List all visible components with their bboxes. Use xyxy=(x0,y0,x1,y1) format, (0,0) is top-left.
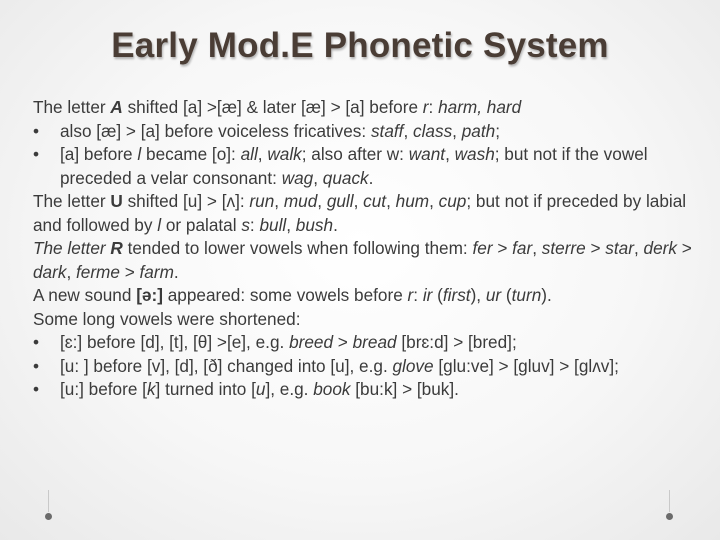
text-run: , xyxy=(274,191,284,211)
text-run: , xyxy=(429,191,439,211)
text-run: ). xyxy=(541,285,552,305)
bullet-item xyxy=(33,120,698,144)
text-run: r xyxy=(422,97,429,117)
text-run: sterre xyxy=(541,238,586,258)
text-run: , xyxy=(66,261,76,282)
text-run: > xyxy=(492,238,513,258)
text-run: > xyxy=(676,238,692,258)
text-run: cut xyxy=(363,191,387,211)
bullet-item xyxy=(33,355,698,379)
text-run: [ə:] xyxy=(136,285,163,305)
text-run: [u: ] before [v], [d], [ð] changed into [u], e.g. xyxy=(60,355,393,376)
text-run: , xyxy=(445,144,455,164)
body-paragraph xyxy=(33,284,698,308)
text-run: s xyxy=(241,214,250,235)
text-run: ( xyxy=(432,285,443,305)
text-run: ], e.g. xyxy=(265,379,314,399)
text-run: hum xyxy=(395,191,430,211)
text-run: The letter xyxy=(33,191,111,211)
text-run: gull xyxy=(326,191,354,211)
text-run: wash xyxy=(454,144,495,164)
text-run: , xyxy=(452,120,462,141)
left-decor-dot xyxy=(45,513,52,520)
text-run: bread xyxy=(352,332,397,352)
text-run: want xyxy=(408,144,446,164)
text-run: dark xyxy=(33,261,67,282)
bullet-item xyxy=(33,143,698,190)
text-run: harm, hard xyxy=(438,97,522,117)
text-run: [bu:k] > [buk]. xyxy=(350,379,459,399)
text-run: book xyxy=(313,379,351,399)
text-run: : xyxy=(249,214,260,235)
text-run: , xyxy=(633,238,644,258)
text-run: cup xyxy=(438,191,467,211)
text-run: shifted [a] >[æ] & later [æ] > [a] before xyxy=(122,97,423,117)
slide-body xyxy=(33,96,698,402)
text-run: bush xyxy=(295,214,334,235)
text-run: all xyxy=(240,144,258,164)
text-run: [u:] before [ xyxy=(60,379,147,399)
text-run: : xyxy=(413,285,423,305)
text-run: ; also after w: xyxy=(301,144,409,164)
text-run: > xyxy=(585,238,606,258)
text-run: . xyxy=(173,261,179,282)
text-run: l xyxy=(157,214,162,235)
text-run: staff xyxy=(370,120,404,141)
text-run: quack xyxy=(322,167,369,188)
text-run: derk xyxy=(643,238,677,258)
text-run: also [æ] > [a] before voiceless fricatives: xyxy=(60,120,371,141)
text-run: tended to lower vowels when following them: xyxy=(122,238,473,258)
right-decor-dot xyxy=(666,513,673,520)
text-run: A new sound xyxy=(33,285,137,305)
text-run: ; but not if the vowel preceded a velar consonant: xyxy=(60,144,648,188)
text-run: ] turned into [ xyxy=(155,379,256,399)
text-run: u xyxy=(255,379,266,399)
text-run: , xyxy=(386,191,396,211)
text-run: fer xyxy=(472,238,493,258)
text-run: ), xyxy=(470,285,486,305)
bullet-item xyxy=(33,378,698,402)
text-run: ferme xyxy=(76,261,120,282)
text-run: [a] before xyxy=(60,144,138,164)
text-run: ur xyxy=(485,285,502,305)
text-run: U xyxy=(110,191,123,211)
text-run: or palatal xyxy=(161,214,242,235)
text-run: appeared: some vowels before xyxy=(162,285,408,305)
text-run: The letter xyxy=(33,97,111,117)
text-run: , xyxy=(403,120,413,141)
text-run: mud xyxy=(283,191,318,211)
text-run: , xyxy=(257,144,268,164)
text-run: shifted [u] > [ʌ]: xyxy=(122,191,250,211)
text-run: Some long vowels were shortened: xyxy=(33,308,301,329)
text-run: A xyxy=(110,97,123,117)
text-run: R xyxy=(110,238,123,258)
text-run: class xyxy=(413,120,453,141)
text-run: , xyxy=(353,191,364,211)
text-run: wag xyxy=(281,167,314,188)
text-run: , xyxy=(532,238,542,258)
text-run: breed xyxy=(289,332,334,352)
text-run: . xyxy=(333,214,338,235)
text-run: k xyxy=(146,379,156,399)
body-paragraph xyxy=(33,237,698,284)
text-run: run xyxy=(249,191,275,211)
text-run: r xyxy=(407,285,414,305)
body-paragraph xyxy=(33,190,698,237)
text-run: > xyxy=(119,261,140,282)
text-run: : xyxy=(428,97,439,117)
text-run: became [o]: xyxy=(141,144,241,164)
text-run: l xyxy=(137,144,142,164)
text-run: . xyxy=(368,167,374,188)
body-paragraph xyxy=(33,308,698,332)
bullet-item xyxy=(33,331,698,355)
slide-title: Early Mod.E Phonetic System xyxy=(111,26,609,65)
text-run: glove xyxy=(392,355,434,376)
right-decor-line xyxy=(669,490,670,512)
text-run: ; xyxy=(495,120,500,141)
text-run: far xyxy=(512,238,533,258)
text-run: farm xyxy=(139,261,174,282)
text-run: , xyxy=(313,167,323,188)
text-run: ; but not if preceded by labial and followed by xyxy=(33,191,687,235)
text-run: [brɛ:d] > [bred]; xyxy=(396,332,517,352)
text-run: first xyxy=(442,285,471,305)
text-run: [ɛ:] before [d], [t], [θ] >[e], e.g. xyxy=(60,332,290,352)
body-paragraph xyxy=(33,96,698,120)
text-run: walk xyxy=(267,144,302,164)
left-decor-line xyxy=(48,490,49,512)
text-run: , xyxy=(317,191,327,211)
text-run: ( xyxy=(501,285,512,305)
text-run: turn xyxy=(511,285,542,305)
text-run: [glu:ve] > [gluv] > [glʌv]; xyxy=(433,355,619,376)
text-run: ir xyxy=(422,285,433,305)
text-run: , xyxy=(286,214,296,235)
text-run: bull xyxy=(259,214,287,235)
text-run: > xyxy=(333,332,353,352)
text-run: The letter xyxy=(33,238,111,258)
text-run: star xyxy=(605,238,634,258)
text-run: path xyxy=(461,120,496,141)
